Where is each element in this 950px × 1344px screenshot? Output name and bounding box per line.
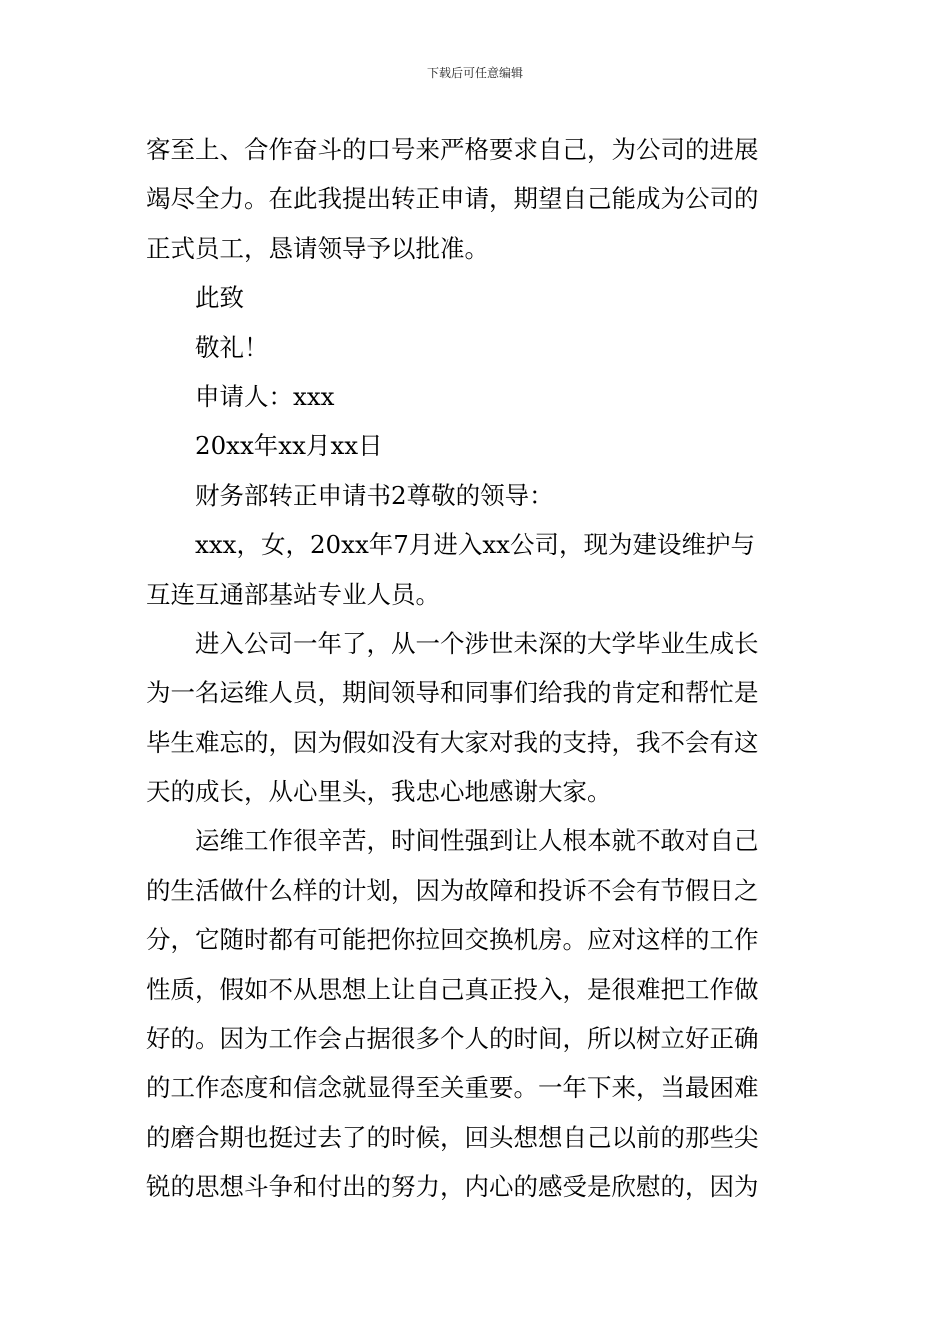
text-line: 性质，假如不从思想上让自己真正投入，是很难把工作做 [146,974,759,1004]
text-line: 运维工作很辛苦，时间性强到让人根本就不敢对自己 [195,826,759,856]
text-line: 天的成长，从心里头，我忠心地感谢大家。 [146,777,612,807]
date-line: 20xx年xx月xx日 [195,431,383,461]
page-header: 下载后可任意编辑 [426,66,523,80]
text-line: 竭尽全力。在此我提出转正申请，期望自己能成为公司的 [146,184,759,214]
text-line: 互连互通部基站专业人员。 [146,579,440,609]
salutation-line: 敬礼！ [195,332,269,362]
text-line: 为一名运维人员，期间领导和同事们给我的肯定和帮忙是 [146,678,759,708]
applicant-line: 申请人：xxx [195,381,335,411]
text-line: 进入公司一年了，从一个涉世未深的大学毕业生成长 [195,628,759,658]
text-line: 正式员工，恳请领导予以批准。 [146,233,489,263]
text-line: 客至上、合作奋斗的口号来严格要求自己，为公司的进展 [146,135,759,164]
text-line: 锐的思想斗争和付出的努力，内心的感受是欣慰的，因为 [146,1172,759,1202]
text-line: 的生活做什么样的计划，因为故障和投诉不会有节假日之 [146,875,759,905]
section-title-line: 财务部转正申请书2尊敬的领导： [195,480,554,510]
salutation-line: 此致 [195,283,244,313]
document-body [146,125,806,1212]
text-line: 的工作态度和信念就显得至关重要。一年下来，当最困难 [146,1073,759,1103]
text-line: 好的。因为工作会占据很多个人的时间，所以树立好正确 [146,1024,759,1054]
text-line: 的磨合期也挺过去了的时候，回头想想自己以前的那些尖 [146,1122,759,1152]
text-line: xxx，女，20xx年7月进入xx公司，现为建设维护与 [195,530,755,560]
text-line: 毕生难忘的，因为假如没有大家对我的支持，我不会有这 [146,727,759,757]
text-line: 分，它随时都有可能把你拉回交换机房。应对这样的工作 [146,925,759,955]
